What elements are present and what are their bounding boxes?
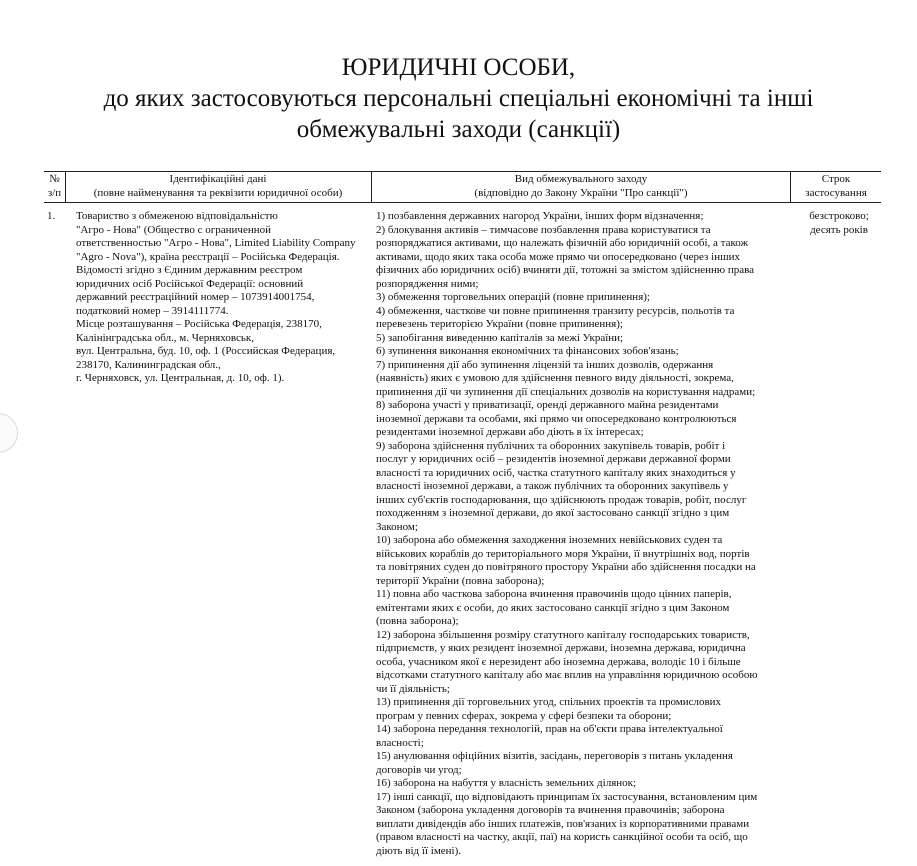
measure-line: власності та юридичних осіб, частка статутного капіталу яких знаходиться у [376, 466, 736, 479]
measure-line: військових кораблів до територіального моря України, її внутрішніх вод, портів [376, 547, 750, 560]
measure-line: 3) обмеження торговельних операцій (повне припинення); [376, 291, 650, 303]
measure-line: 16) заборона на набуття у власність земельних ділянок; [376, 777, 637, 789]
ident-line: державний реєстраційний номер – 1073914001754, [76, 291, 315, 303]
ident-line: юридичних осіб Російської Федерації: основний [76, 277, 304, 290]
measure-line: розпорядження ними; [376, 277, 479, 290]
measure-line: відсотками статутного капіталу або має вплив на управління юридичною особою [376, 669, 758, 681]
term-cell [794, 210, 884, 237]
measure-line: активами, щодо яких така особа може прямо чи опосередковано (через інших [376, 250, 740, 263]
measure-line: припинення дії чи зупинення дії спеціальних дозволів на користування надрами; [376, 385, 756, 398]
measure-line: власності; [376, 736, 424, 749]
table-header [44, 171, 881, 203]
measure-line: розпоряджатися активами, що належать фізичній або юридичній особі, а також [376, 237, 749, 249]
measure-line: походженням з іноземної держави, до якої застосовано санкції згідно з цим [376, 507, 730, 519]
title-line-1: ЮРИДИЧНІ ОСОБИ, [341, 54, 576, 81]
ident-line: "Agro - Nova"), країна реєстрації – Російська Федерація. [76, 250, 340, 263]
measure-line: послуг у юридичних осіб – резидентів іноземної держави державної форми [376, 453, 731, 465]
scroll-button[interactable] [0, 413, 18, 453]
measure-line: 13) припинення дії торговельних угод, спільних проектів та промислових [376, 696, 722, 708]
measure-line: 17) інші санкції, що відповідають принципам їх застосування, встановленим цим [376, 790, 758, 803]
measure-line: резидентами іноземної держави або діють в їх інтересах; [376, 426, 644, 438]
ident-line: 238170, Калининградская обл., [76, 358, 221, 371]
measure-line: виплати дивідендів або інших платежів, пов'язаних із корпоративними правами [376, 817, 750, 830]
measure-line: 8) заборона участі у приватизації, оренді державного майна резидентами [376, 399, 719, 411]
measure-line: перевезень територією України (повне припинення); [376, 318, 623, 330]
measure-line: програм у певних сферах, зокрема у сфері безпеки та оборони; [376, 709, 672, 722]
measure-line: іноземної держави та особами, які прямо чи опосередковано контролюються [376, 412, 737, 425]
measure-line: 14) заборона передання технологій, прав на об'єкти права інтелектуальної [376, 723, 723, 735]
measure-line: 7) припинення дії або зупинення ліцензій та інших дозволів, одержання [376, 358, 714, 371]
row-number: 1. [47, 210, 56, 222]
measures-cell [376, 210, 792, 858]
ident-line: Калінінградська обл., м. Черняховськ, [76, 331, 254, 344]
title-line-3: обмежувальні заходи (санкції) [296, 116, 621, 143]
ident-line: ответственностью "Агро - Нова", Limited Liability Company [76, 237, 356, 249]
identification-cell [68, 210, 372, 386]
ident-line: "Агро - Нова" (Общество с ограниченной [76, 223, 271, 236]
measure-line: та повітряних суден до повітряного простору України або здійснення посадки на [376, 561, 756, 573]
term-line: десять років [810, 223, 868, 236]
header-number: № з/п [47, 173, 62, 199]
ident-line: Місце розташування – Російська Федерація, 238170, [76, 318, 322, 330]
measure-line: 5) запобігання виведенню капіталів за межі України; [376, 331, 624, 344]
title-line-2: до яких застосовуються персональні спеціальні економічні та інші [103, 85, 814, 112]
measure-line: території України (повна заборона); [376, 574, 545, 587]
measure-line: 4) обмеження, часткове чи повне припинення транзиту ресурсів, польотів та [376, 304, 735, 317]
measure-line: (наявність) яких є умовою для здійснення певного виду діяльності, зокрема, [376, 372, 734, 384]
measure-line: 9) заборона здійснення публічних та оборонних закупівель товарів, робіт і [376, 439, 726, 452]
measure-line: фізичних або юридичних осіб) вчиняти дії, тотожні за змістом здійсненню права [376, 264, 755, 276]
ident-line: Відомості згідно з Єдиним державним реєстром [76, 264, 303, 276]
ident-line: Товариство з обмеженою відповідальністю [76, 210, 278, 222]
ident-line: г. Черняховск, ул. Центральная, д. 10, оф. 1). [76, 372, 285, 384]
measure-line: інших суб'єктів господарювання, що здійснюють продаж товарів, робіт, послуг [376, 493, 747, 506]
header-identification: Ідентифікаційні дані (повне найменування та реквізити юридичної особи) [93, 173, 343, 199]
measure-line: Законом (заборона укладення договорів та вчинення правочинів; заборона [376, 804, 725, 816]
measure-line: підприємств, у яких резидент іноземної держави, іноземна держава, юридична [376, 642, 746, 654]
measure-line: діють від її імені). [376, 844, 462, 857]
measure-line: 1) позбавлення державних нагород України, інших форм відзначення; [376, 210, 704, 222]
measure-line: 12) заборона збільшення розміру статутного капіталу господарських товариств, [376, 628, 750, 641]
measure-line: чи її діяльність; [376, 682, 450, 695]
term-line: безстроково; [809, 210, 869, 222]
header-measure-type: Вид обмежувального заходу (відповідно до Закону України "Про санкції") [474, 173, 688, 199]
ident-line: податковий номер – 3914111774. [76, 304, 229, 317]
ident-line: вул. Центральна, буд. 10, оф. 1 (Российская Федерация, [76, 345, 336, 357]
measure-line: 2) блокування активів – тимчасове позбавлення права користуватися та [376, 223, 711, 236]
measure-line: 6) зупинення виконання економічних та фінансових зобов'язань; [376, 345, 679, 357]
measure-line: 10) заборона або обмеження заходження іноземних невійськових суден та [376, 534, 723, 546]
measure-line: Законом; [376, 520, 418, 533]
measure-line: договорів чи угод; [376, 763, 462, 776]
measure-line: особа, учасником якої є нерезидент або іноземна держава, володіє 10 і більше [376, 655, 741, 668]
measure-line: 11) повна або часткова заборона вчинення правочинів щодо цінних паперів, [376, 588, 732, 600]
measure-line: емітентами яких є особи, до яких застосовано санкції згідно з цим Законом [376, 601, 730, 614]
header-term: Строк застосування [805, 173, 867, 199]
measure-line: 15) анулювання офіційних візитів, засідань, переговорів з питань укладення [376, 750, 733, 762]
measure-line: власності іноземної держави, а також публічних та оборонних закупівель у [376, 480, 729, 492]
page-title [20, 52, 897, 145]
measure-line: (повна заборона); [376, 615, 459, 627]
measure-line: (правом власності на частку, акції, паї) на користь санкційної особи та осіб, що [376, 831, 748, 843]
